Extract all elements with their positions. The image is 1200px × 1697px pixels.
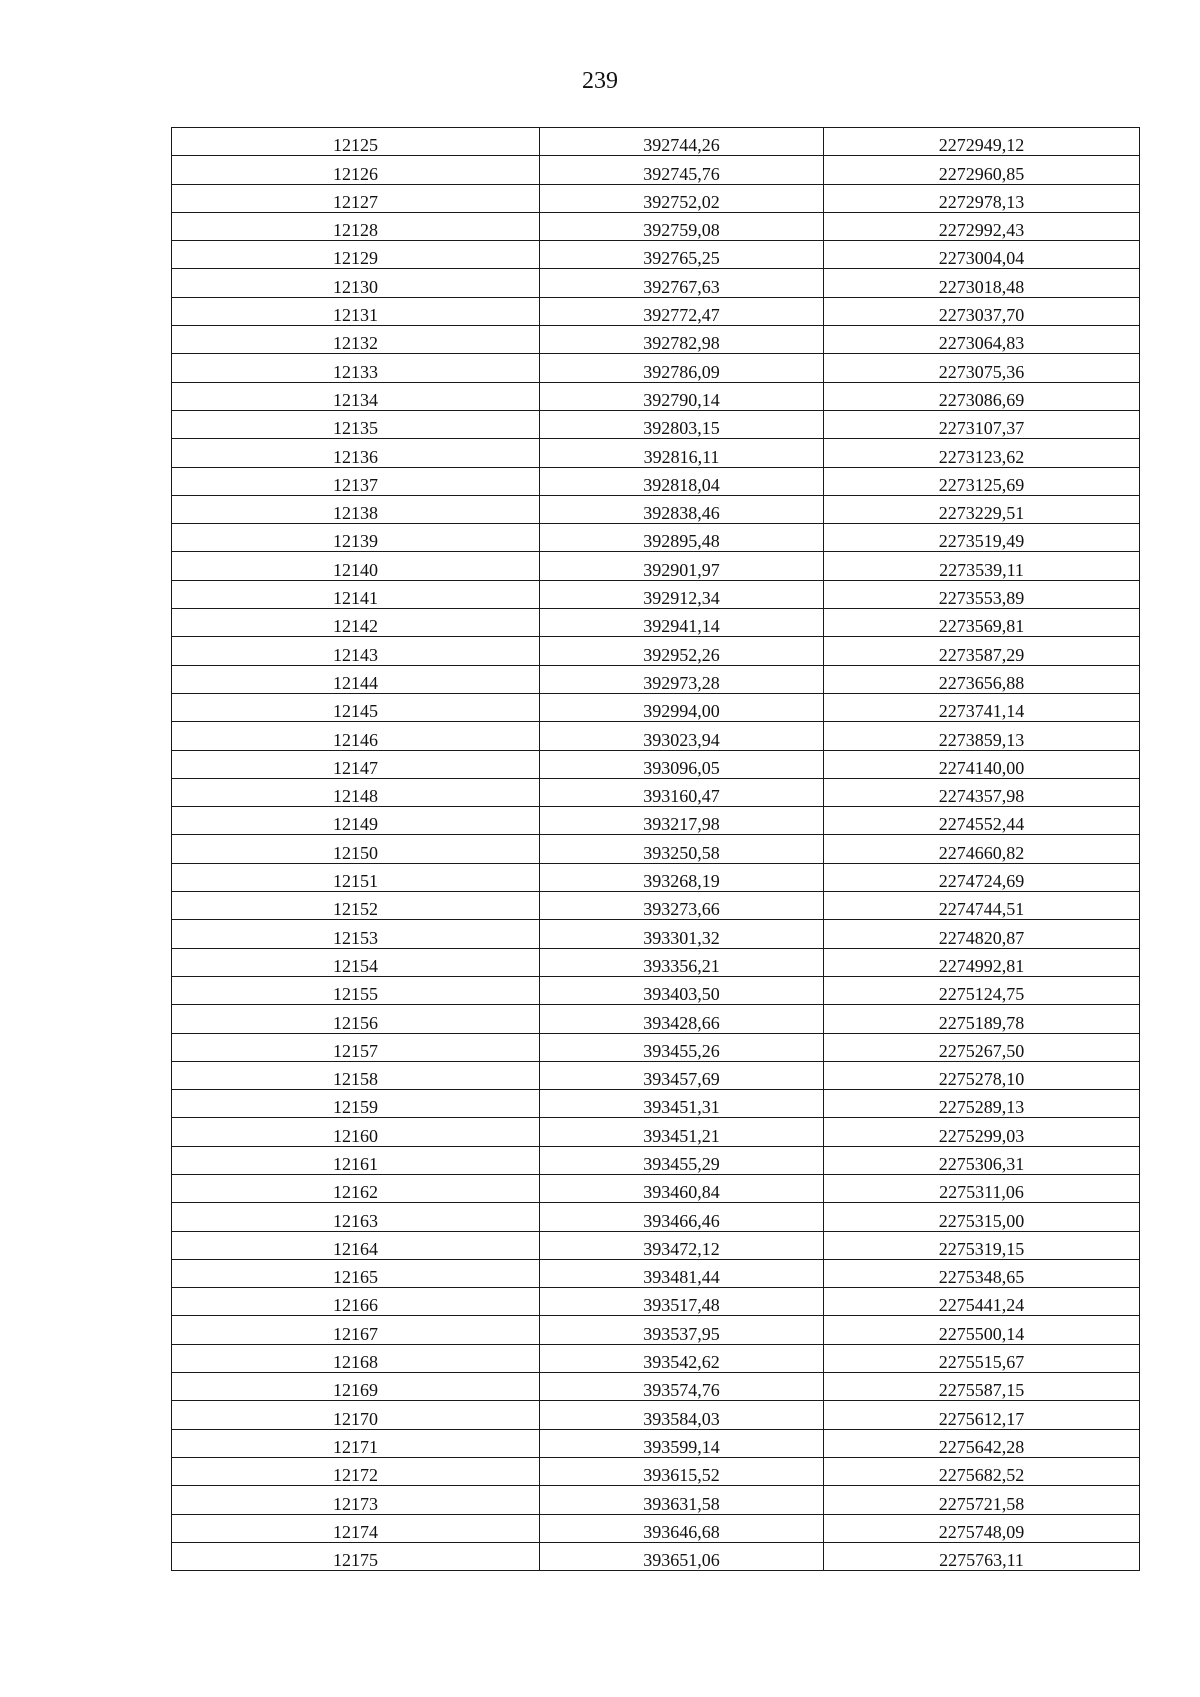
table-row (172, 241, 1140, 269)
x-coordinate-cell: 392912,34 (540, 580, 824, 608)
y-coordinate-cell: 2275289,13 (824, 1090, 1140, 1118)
x-coordinate-cell: 393599,14 (540, 1429, 824, 1457)
y-coordinate-cell: 2275587,15 (824, 1373, 1140, 1401)
point-number-cell: 12157 (172, 1033, 540, 1061)
y-coordinate-cell: 2275721,58 (824, 1486, 1140, 1514)
x-coordinate-cell: 393023,94 (540, 722, 824, 750)
x-coordinate-cell: 393356,21 (540, 948, 824, 976)
x-coordinate-cell: 392994,00 (540, 693, 824, 721)
table-row (172, 1514, 1140, 1542)
y-coordinate-cell: 2273859,13 (824, 722, 1140, 750)
point-number-cell: 12175 (172, 1542, 540, 1570)
point-number-cell: 12128 (172, 212, 540, 240)
table-row (172, 1373, 1140, 1401)
y-coordinate-cell: 2273086,69 (824, 382, 1140, 410)
table-row (172, 1288, 1140, 1316)
table-row (172, 1174, 1140, 1202)
x-coordinate-cell: 392973,28 (540, 665, 824, 693)
point-number-cell: 12130 (172, 269, 540, 297)
y-coordinate-cell: 2275311,06 (824, 1174, 1140, 1202)
x-coordinate-cell: 392744,26 (540, 128, 824, 156)
x-coordinate-cell: 393455,29 (540, 1146, 824, 1174)
y-coordinate-cell: 2275500,14 (824, 1316, 1140, 1344)
x-coordinate-cell: 393542,62 (540, 1344, 824, 1372)
x-coordinate-cell: 393466,46 (540, 1203, 824, 1231)
table-row (172, 863, 1140, 891)
x-coordinate-cell: 393651,06 (540, 1542, 824, 1570)
table-row (172, 892, 1140, 920)
y-coordinate-cell: 2272978,13 (824, 184, 1140, 212)
y-coordinate-cell: 2273075,36 (824, 354, 1140, 382)
point-number-cell: 12160 (172, 1118, 540, 1146)
table-row (172, 439, 1140, 467)
y-coordinate-cell: 2275306,31 (824, 1146, 1140, 1174)
x-coordinate-cell: 393460,84 (540, 1174, 824, 1202)
point-number-cell: 12172 (172, 1457, 540, 1485)
y-coordinate-cell: 2273018,48 (824, 269, 1140, 297)
point-number-cell: 12126 (172, 156, 540, 184)
table-row (172, 382, 1140, 410)
table-row (172, 1061, 1140, 1089)
x-coordinate-cell: 392765,25 (540, 241, 824, 269)
point-number-cell: 12139 (172, 524, 540, 552)
point-number-cell: 12148 (172, 778, 540, 806)
x-coordinate-cell: 393537,95 (540, 1316, 824, 1344)
x-coordinate-cell: 393631,58 (540, 1486, 824, 1514)
y-coordinate-cell: 2275748,09 (824, 1514, 1140, 1542)
y-coordinate-cell: 2275682,52 (824, 1457, 1140, 1485)
table-row (172, 524, 1140, 552)
table-row (172, 948, 1140, 976)
table-row (172, 1429, 1140, 1457)
y-coordinate-cell: 2275612,17 (824, 1401, 1140, 1429)
x-coordinate-cell: 393403,50 (540, 976, 824, 1004)
x-coordinate-cell: 392752,02 (540, 184, 824, 212)
point-number-cell: 12154 (172, 948, 540, 976)
y-coordinate-cell: 2273037,70 (824, 297, 1140, 325)
x-coordinate-cell: 393615,52 (540, 1457, 824, 1485)
x-coordinate-cell: 392838,46 (540, 495, 824, 523)
y-coordinate-cell: 2273004,04 (824, 241, 1140, 269)
x-coordinate-cell: 393646,68 (540, 1514, 824, 1542)
x-coordinate-cell: 393301,32 (540, 920, 824, 948)
point-number-cell: 12159 (172, 1090, 540, 1118)
point-number-cell: 12152 (172, 892, 540, 920)
y-coordinate-cell: 2275124,75 (824, 976, 1140, 1004)
point-number-cell: 12165 (172, 1259, 540, 1287)
y-coordinate-cell: 2273741,14 (824, 693, 1140, 721)
point-number-cell: 12138 (172, 495, 540, 523)
y-coordinate-cell: 2272949,12 (824, 128, 1140, 156)
x-coordinate-cell: 393273,66 (540, 892, 824, 920)
x-coordinate-cell: 392745,76 (540, 156, 824, 184)
x-coordinate-cell: 393451,31 (540, 1090, 824, 1118)
x-coordinate-cell: 393481,44 (540, 1259, 824, 1287)
x-coordinate-cell: 393217,98 (540, 807, 824, 835)
table-row (172, 1033, 1140, 1061)
point-number-cell: 12164 (172, 1231, 540, 1259)
point-number-cell: 12168 (172, 1344, 540, 1372)
y-coordinate-cell: 2275642,28 (824, 1429, 1140, 1457)
point-number-cell: 12133 (172, 354, 540, 382)
y-coordinate-cell: 2273229,51 (824, 495, 1140, 523)
table-row (172, 212, 1140, 240)
table-row (172, 326, 1140, 354)
x-coordinate-cell: 392772,47 (540, 297, 824, 325)
table-row (172, 467, 1140, 495)
point-number-cell: 12161 (172, 1146, 540, 1174)
point-number-cell: 12163 (172, 1203, 540, 1231)
x-coordinate-cell: 392803,15 (540, 410, 824, 438)
point-number-cell: 12149 (172, 807, 540, 835)
table-row (172, 297, 1140, 325)
x-coordinate-cell: 392759,08 (540, 212, 824, 240)
table-row (172, 1203, 1140, 1231)
table-row (172, 1090, 1140, 1118)
point-number-cell: 12140 (172, 552, 540, 580)
y-coordinate-cell: 2274552,44 (824, 807, 1140, 835)
table-row (172, 750, 1140, 778)
table-row (172, 920, 1140, 948)
point-number-cell: 12174 (172, 1514, 540, 1542)
y-coordinate-cell: 2273125,69 (824, 467, 1140, 495)
y-coordinate-cell: 2274357,98 (824, 778, 1140, 806)
y-coordinate-cell: 2275278,10 (824, 1061, 1140, 1089)
point-number-cell: 12143 (172, 637, 540, 665)
y-coordinate-cell: 2273123,62 (824, 439, 1140, 467)
y-coordinate-cell: 2275189,78 (824, 1005, 1140, 1033)
point-number-cell: 12173 (172, 1486, 540, 1514)
table-row (172, 495, 1140, 523)
point-number-cell: 12153 (172, 920, 540, 948)
y-coordinate-cell: 2275348,65 (824, 1259, 1140, 1287)
point-number-cell: 12134 (172, 382, 540, 410)
point-number-cell: 12156 (172, 1005, 540, 1033)
table-row (172, 1259, 1140, 1287)
point-number-cell: 12145 (172, 693, 540, 721)
x-coordinate-cell: 392790,14 (540, 382, 824, 410)
y-coordinate-cell: 2273569,81 (824, 609, 1140, 637)
page-number: 239 (582, 68, 618, 94)
y-coordinate-cell: 2273064,83 (824, 326, 1140, 354)
point-number-cell: 12167 (172, 1316, 540, 1344)
x-coordinate-cell: 393451,21 (540, 1118, 824, 1146)
y-coordinate-cell: 2273553,89 (824, 580, 1140, 608)
table-row (172, 184, 1140, 212)
point-number-cell: 12151 (172, 863, 540, 891)
y-coordinate-cell: 2275299,03 (824, 1118, 1140, 1146)
table-row (172, 580, 1140, 608)
point-number-cell: 12166 (172, 1288, 540, 1316)
x-coordinate-cell: 392952,26 (540, 637, 824, 665)
x-coordinate-cell: 393574,76 (540, 1373, 824, 1401)
table-row (172, 1316, 1140, 1344)
y-coordinate-cell: 2274660,82 (824, 835, 1140, 863)
y-coordinate-cell: 2272992,43 (824, 212, 1140, 240)
point-number-cell: 12144 (172, 665, 540, 693)
y-coordinate-cell: 2275763,11 (824, 1542, 1140, 1570)
table-row (172, 778, 1140, 806)
point-number-cell: 12137 (172, 467, 540, 495)
table-row (172, 1457, 1140, 1485)
point-number-cell: 12171 (172, 1429, 540, 1457)
table-row (172, 1146, 1140, 1174)
x-coordinate-cell: 392786,09 (540, 354, 824, 382)
point-number-cell: 12125 (172, 128, 540, 156)
x-coordinate-cell: 393457,69 (540, 1061, 824, 1089)
table-row (172, 156, 1140, 184)
y-coordinate-cell: 2273107,37 (824, 410, 1140, 438)
x-coordinate-cell: 393160,47 (540, 778, 824, 806)
table-row (172, 722, 1140, 750)
table-row (172, 552, 1140, 580)
point-number-cell: 12135 (172, 410, 540, 438)
x-coordinate-cell: 393455,26 (540, 1033, 824, 1061)
y-coordinate-cell: 2275315,00 (824, 1203, 1140, 1231)
y-coordinate-cell: 2274140,00 (824, 750, 1140, 778)
table-row (172, 1344, 1140, 1372)
table-row (172, 665, 1140, 693)
table-row (172, 410, 1140, 438)
x-coordinate-cell: 392901,97 (540, 552, 824, 580)
point-number-cell: 12132 (172, 326, 540, 354)
coordinates-table (171, 127, 1140, 1571)
table-row (172, 976, 1140, 1004)
y-coordinate-cell: 2275515,67 (824, 1344, 1140, 1372)
table-row (172, 269, 1140, 297)
x-coordinate-cell: 392895,48 (540, 524, 824, 552)
y-coordinate-cell: 2272960,85 (824, 156, 1140, 184)
x-coordinate-cell: 393250,58 (540, 835, 824, 863)
y-coordinate-cell: 2273587,29 (824, 637, 1140, 665)
table-row (172, 1486, 1140, 1514)
point-number-cell: 12141 (172, 580, 540, 608)
x-coordinate-cell: 392767,63 (540, 269, 824, 297)
y-coordinate-cell: 2274820,87 (824, 920, 1140, 948)
x-coordinate-cell: 393268,19 (540, 863, 824, 891)
y-coordinate-cell: 2273539,11 (824, 552, 1140, 580)
table-row (172, 354, 1140, 382)
point-number-cell: 12127 (172, 184, 540, 212)
table-row (172, 693, 1140, 721)
table-row (172, 1005, 1140, 1033)
point-number-cell: 12169 (172, 1373, 540, 1401)
point-number-cell: 12162 (172, 1174, 540, 1202)
y-coordinate-cell: 2274992,81 (824, 948, 1140, 976)
point-number-cell: 12146 (172, 722, 540, 750)
table-row (172, 807, 1140, 835)
x-coordinate-cell: 392816,11 (540, 439, 824, 467)
y-coordinate-cell: 2273519,49 (824, 524, 1140, 552)
table-row (172, 1542, 1140, 1570)
point-number-cell: 12129 (172, 241, 540, 269)
x-coordinate-cell: 393096,05 (540, 750, 824, 778)
y-coordinate-cell: 2275319,15 (824, 1231, 1140, 1259)
x-coordinate-cell: 393428,66 (540, 1005, 824, 1033)
point-number-cell: 12158 (172, 1061, 540, 1089)
table-row (172, 637, 1140, 665)
point-number-cell: 12142 (172, 609, 540, 637)
point-number-cell: 12150 (172, 835, 540, 863)
x-coordinate-cell: 392818,04 (540, 467, 824, 495)
y-coordinate-cell: 2274744,51 (824, 892, 1140, 920)
point-number-cell: 12136 (172, 439, 540, 467)
table-row (172, 609, 1140, 637)
table-row (172, 1231, 1140, 1259)
x-coordinate-cell: 392782,98 (540, 326, 824, 354)
table-row (172, 128, 1140, 156)
table-row (172, 835, 1140, 863)
x-coordinate-cell: 393584,03 (540, 1401, 824, 1429)
point-number-cell: 12147 (172, 750, 540, 778)
y-coordinate-cell: 2275267,50 (824, 1033, 1140, 1061)
y-coordinate-cell: 2273656,88 (824, 665, 1140, 693)
coordinates-table-body (172, 128, 1140, 1571)
x-coordinate-cell: 392941,14 (540, 609, 824, 637)
point-number-cell: 12170 (172, 1401, 540, 1429)
table-row (172, 1401, 1140, 1429)
table-row (172, 1118, 1140, 1146)
x-coordinate-cell: 393517,48 (540, 1288, 824, 1316)
point-number-cell: 12155 (172, 976, 540, 1004)
y-coordinate-cell: 2275441,24 (824, 1288, 1140, 1316)
y-coordinate-cell: 2274724,69 (824, 863, 1140, 891)
point-number-cell: 12131 (172, 297, 540, 325)
x-coordinate-cell: 393472,12 (540, 1231, 824, 1259)
